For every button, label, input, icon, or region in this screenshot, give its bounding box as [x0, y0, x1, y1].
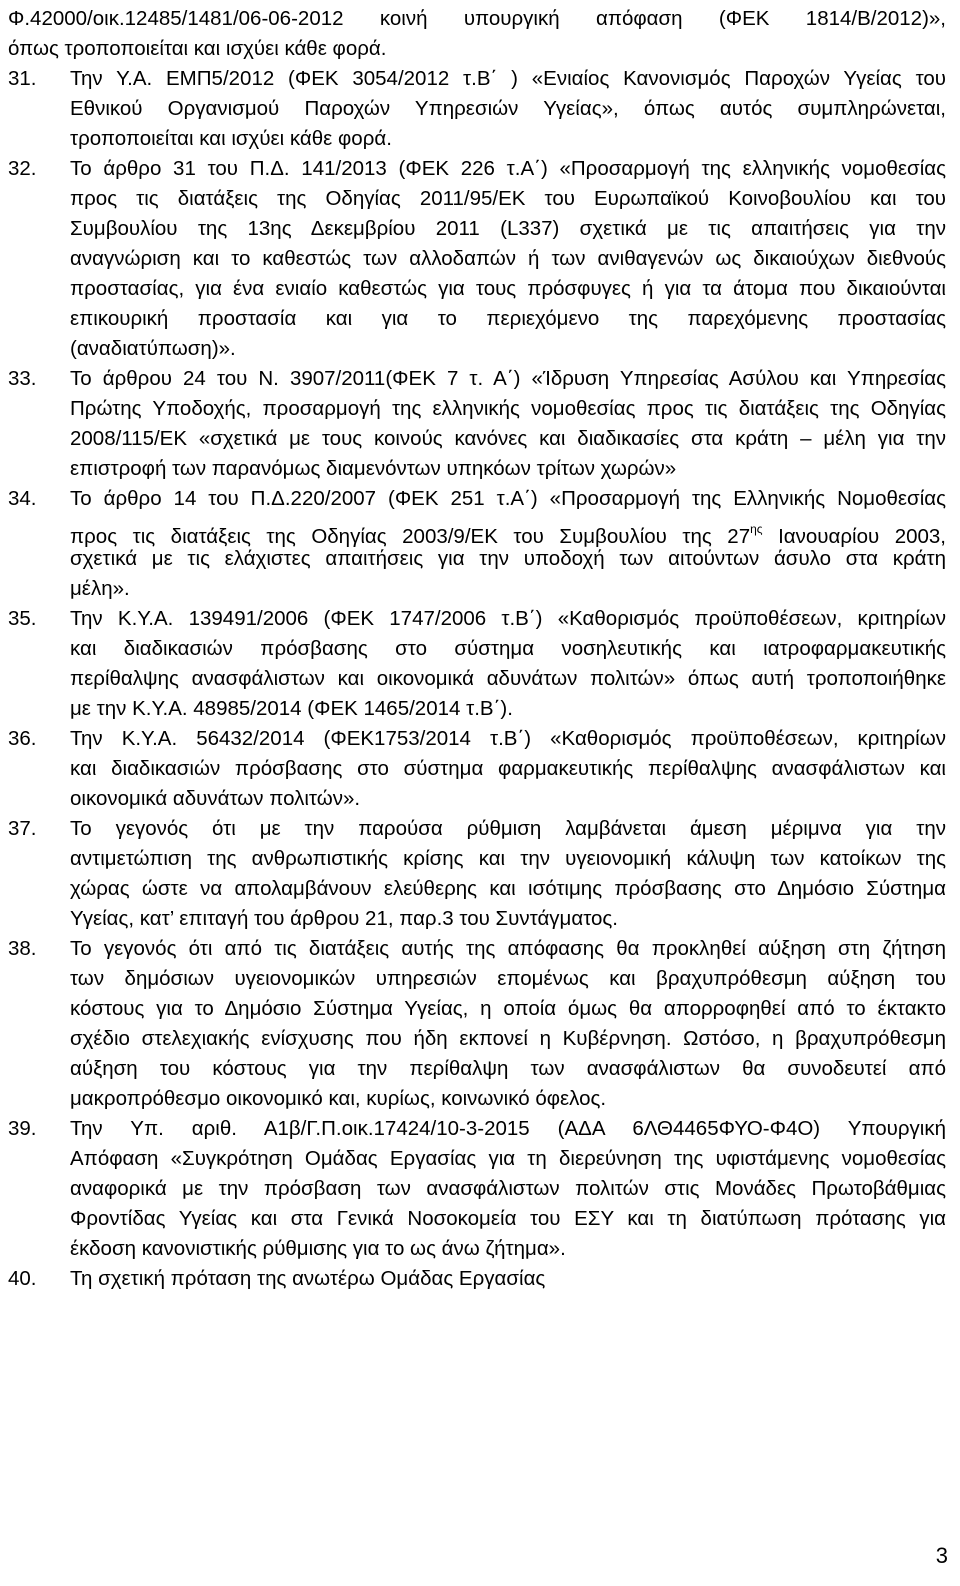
text-line: (αναδιατύπωση)». — [70, 337, 236, 360]
text-line: αναφορικά με την πρόσβαση των ανασφάλιστων πολιτών στις Μονάδες Πρωτοβάθμιας — [70, 1177, 946, 1200]
text-line: χώρας ώστε να απολαμβάνουν ελεύθερης και ισότιμης πρόσβασης στο Δημόσιο Σύστημα — [70, 877, 946, 900]
text-line: Την Κ.Υ.Α. 56432/2014 (ΦΕΚ1753/2014 τ.Β΄) «Καθορισμός προϋποθέσεων, κριτηρίων — [70, 727, 946, 750]
text-line: μακροπρόθεσμο οικονομικό και, κυρίως, κοινωνικό όφελος. — [70, 1087, 607, 1110]
text-line: Φ.42000/οικ.12485/1481/06-06-2012 κοινή υπουργική απόφαση (ΦΕΚ 1814/Β/2012)», — [8, 7, 946, 30]
superscript: ης — [750, 522, 763, 536]
text-line: αντιμετώπιση της ανθρωπιστικής κρίσης και την υγειονομική κάλυψη των κατοίκων της — [70, 847, 946, 870]
item-number: 32. — [8, 157, 37, 180]
item-number: 35. — [8, 607, 37, 630]
item-number: 39. — [8, 1117, 37, 1140]
text-line: έκδοση κανονιστικής ρύθμισης για το ως άνω ζήτημα». — [70, 1237, 566, 1260]
text-line: σχέδιο στελεχιακής ενίσχυσης που ήδη εκπονεί η Κυβέρνηση. Ωστόσο, η βραχυπρόθεσμη — [70, 1027, 946, 1050]
item-number: 38. — [8, 937, 37, 960]
text-line: οικονομικά αδυνάτων πολιτών». — [70, 787, 361, 810]
text-line: επικουρική προστασία και για το περιεχόμενο της παρεχόμενης προστασίας — [70, 307, 946, 330]
text-line: Απόφαση «Συγκρότηση Ομάδας Εργασίας για τη διερεύνηση της υφιστάμενης νομοθεσίας — [70, 1147, 946, 1170]
item-number: 31. — [8, 67, 37, 90]
text-line: Το άρθρο 31 του Π.Δ. 141/2013 (ΦΕΚ 226 τ.Α΄) «Προσαρμογή της ελληνικής νομοθεσίας — [70, 157, 946, 180]
text-line: όπως τροποποιείται και ισχύει κάθε φορά. — [8, 37, 387, 60]
text-line: Πρώτης Υποδοχής, προσαρμογή της ελληνικής νομοθεσίας προς τις διατάξεις της Οδηγίας — [70, 397, 946, 420]
text-line: σχετικά με τις ελάχιστες απαιτήσεις για την υποδοχή των αιτούντων άσυλο στα κράτη — [70, 547, 946, 570]
text-line: Φροντίδας Υγείας και στα Γενικά Νοσοκομεία του ΕΣΥ και τη διατύπωση πρότασης για — [70, 1207, 946, 1230]
text-line: Το άρθρο 14 του Π.Δ.220/2007 (ΦΕΚ 251 τ.Α΄) «Προσαρμογή της Ελληνικής Νομοθεσίας — [70, 487, 946, 510]
text-line: προστασίας, για ένα ενιαίο καθεστώς για τους πρόσφυγες ή για τα άτομα που δικαιούνται — [70, 277, 946, 300]
text-line: μέλη». — [70, 577, 130, 600]
text-line: Την Υ.Α. ΕΜΠ5/2012 (ΦΕΚ 3054/2012 τ.Β΄ ) «Ενιαίος Κανονισμός Παροχών Υγείας του — [70, 67, 946, 90]
item-number: 33. — [8, 367, 37, 390]
text-line: με την Κ.Υ.Α. 48985/2014 (ΦΕΚ 1465/2014 τ.Β΄). — [70, 697, 513, 720]
text-line: των δημόσιων υγειονομικών υπηρεσιών επομένως και βραχυπρόθεσμη αύξηση του — [70, 967, 946, 990]
text-line: Υγείας, κατ’ επιταγή του άρθρου 21, παρ.3 του Συντάγματος. — [70, 907, 618, 930]
text-line: Εθνικού Οργανισμού Παροχών Υπηρεσιών Υγείας», όπως αυτός συμπληρώνεται, — [70, 97, 946, 120]
text-line: και διαδικασιών πρόσβασης στο σύστημα φαρμακευτικής περίθαλψης ανασφάλιστων και — [70, 757, 946, 780]
item-number: 40. — [8, 1267, 37, 1290]
text-line: Τη σχετική πρόταση της ανωτέρω Ομάδας Εργασίας — [70, 1267, 546, 1290]
text-line: επιστροφή των παρανόμως διαμενόντων υπηκόων τρίτων χωρών» — [70, 457, 677, 480]
text-line: κόστους για το Δημόσιο Σύστημα Υγείας, η οποία όμως θα απορροφηθεί από το έκτακτο — [70, 997, 946, 1020]
text-line: περίθαλψης ανασφάλιστων και οικονομικά αδυνάτων πολιτών» όπως αυτή τροποποιήθηκε — [70, 667, 946, 690]
text-line: και διαδικασιών πρόσβασης στο σύστημα νοσηλευτικής και ιατροφαρμακευτικής — [70, 637, 946, 660]
item-number: 37. — [8, 817, 37, 840]
text-line: Συμβουλίου της 13ης Δεκεμβρίου 2011 (L337) σχετικά με τις απαιτήσεις για την — [70, 217, 946, 240]
text-line: αναγνώριση και το καθεστώς των αλλοδαπών ή των ανιθαγενών ως δικαιούχων διεθνούς — [70, 247, 946, 270]
text-line: προς τις διατάξεις της Οδηγίας 2011/95/ΕΚ του Ευρωπαϊκού Κοινοβουλίου και του — [70, 187, 946, 210]
item-number: 34. — [8, 487, 37, 510]
text-segment: προς τις διατάξεις της Οδηγίας 2003/9/ΕΚ του Συμβουλίου της 27 — [70, 525, 751, 548]
text-line: Το άρθρου 24 του Ν. 3907/2011(ΦΕΚ 7 τ. Α΄) «Ίδρυση Υπηρεσίας Ασύλου και Υπηρεσίας — [70, 367, 946, 390]
item-number: 36. — [8, 727, 37, 750]
text-line: Την Υπ. αριθ. Α1β/Γ.Π.οικ.17424/10-3-2015 (ΑΔΑ 6ΛΘ4465ΦΥΟ-Φ4Ο) Υπουργική — [70, 1117, 946, 1140]
text-line: τροποποιείται και ισχύει κάθε φορά. — [70, 127, 392, 150]
text-line: Το γεγονός ότι από τις διατάξεις αυτής της απόφασης θα προκληθεί αύξηση στη ζήτηση — [70, 937, 946, 960]
page-number: 3 — [935, 1543, 948, 1568]
text-segment: Ιανουαρίου 2003, — [762, 525, 946, 548]
text-line: 2008/115/ΕΚ «σχετικά με τους κοινούς κανόνες και διαδικασίες στα κράτη – μέλη για την — [70, 427, 946, 450]
text-line: Την Κ.Υ.Α. 139491/2006 (ΦΕΚ 1747/2006 τ.Β΄) «Καθορισμός προϋποθέσεων, κριτηρίων — [70, 607, 946, 630]
text-line: Το γεγονός ότι με την παρούσα ρύθμιση λαμβάνεται άμεση μέριμνα για την — [70, 817, 946, 840]
text-line: αύξηση του κόστους για την περίθαλψη των ανασφάλιστων θα συνοδευτεί από — [70, 1057, 946, 1080]
